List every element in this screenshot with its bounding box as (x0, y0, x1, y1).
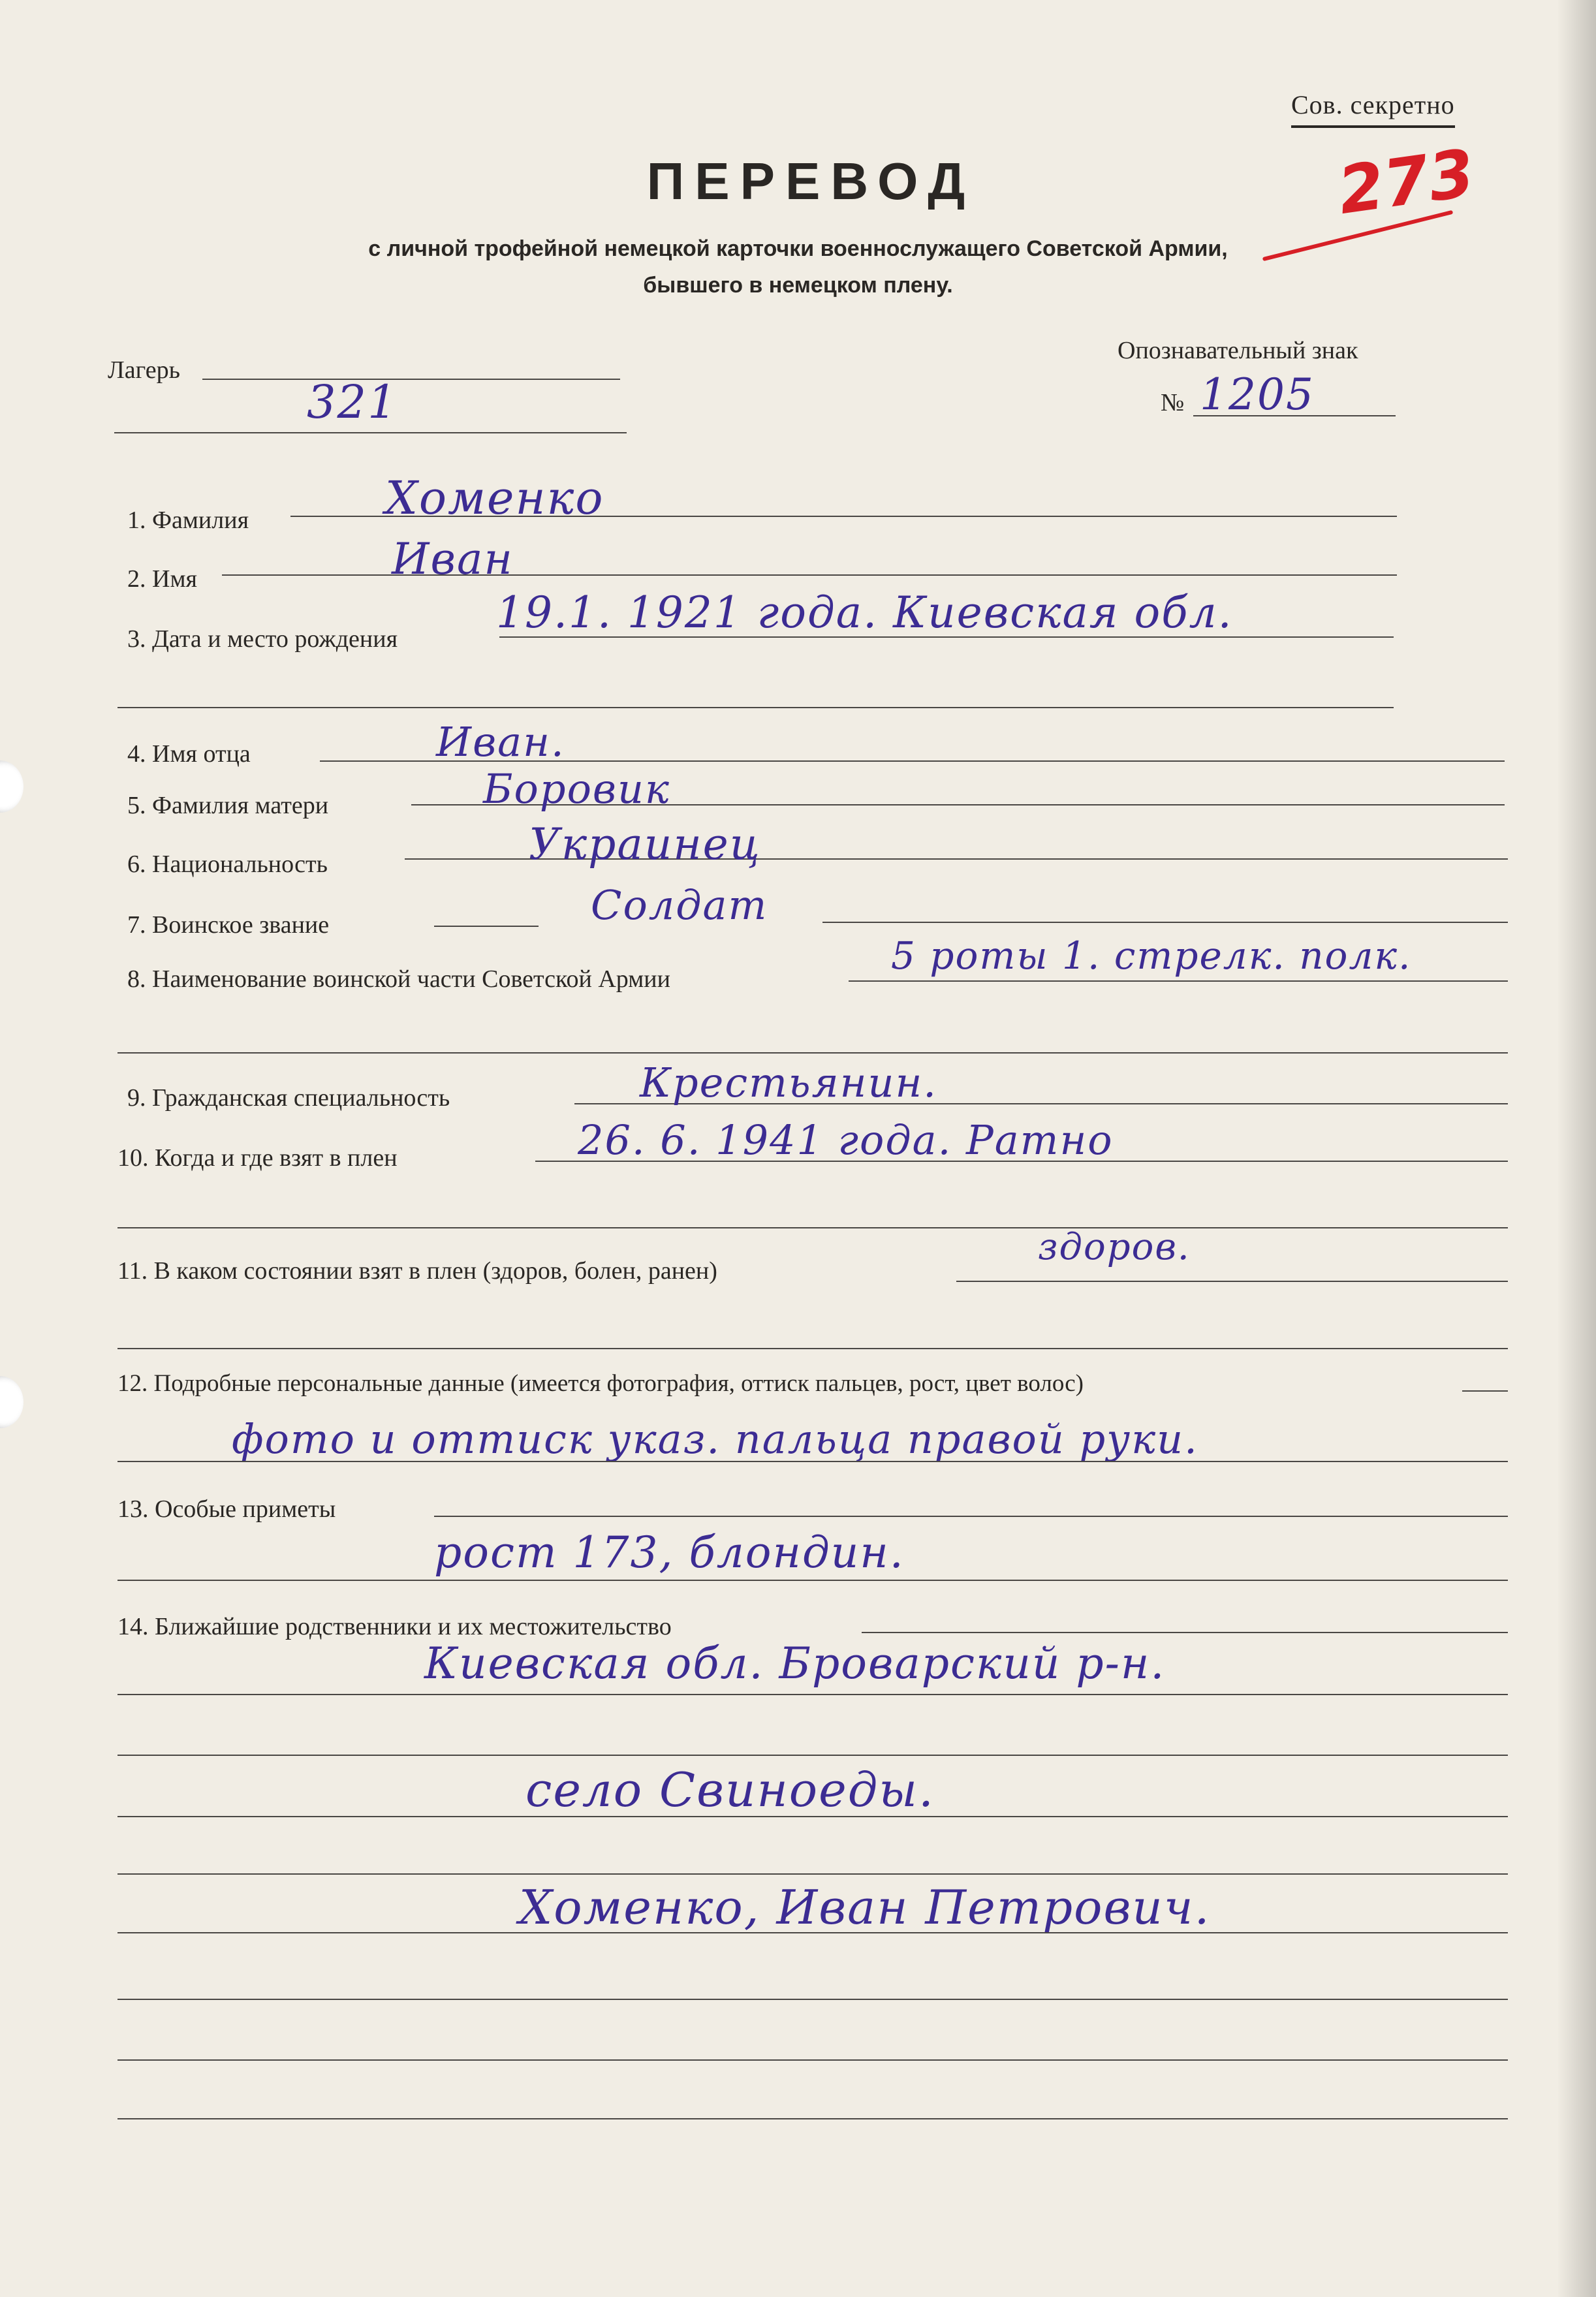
field-8-continuation-rule (117, 1052, 1508, 1054)
field-13-rule (434, 1516, 1508, 1517)
field-14-value-line-2: село Свиноеды. (525, 1762, 935, 1817)
field-14-rule-6 (117, 1999, 1508, 2000)
field-11-value: здоров. (1038, 1226, 1191, 1268)
id-mark-label: Опознавательный знак (1118, 337, 1358, 364)
field-4-label: 4. Имя отца (127, 740, 251, 768)
field-1-value: Хоменко (385, 471, 604, 525)
field-10-value: 26. 6. 1941 года. Ратно (578, 1116, 1114, 1164)
field-5-value: Боровик (483, 765, 670, 813)
page-edge-shadow (1557, 0, 1596, 2297)
field-13-continuation-rule (117, 1580, 1508, 1581)
id-number-rule (1193, 415, 1396, 416)
field-3-value: 19.1. 1921 года. Киевская обл. (496, 587, 1233, 638)
field-13-value: рост 173, блондин. (434, 1527, 905, 1578)
field-11-rule (956, 1281, 1508, 1282)
field-3-label: 3. Дата и место рождения (127, 625, 398, 653)
field-14-rule-7 (117, 2059, 1508, 2061)
field-2-value: Иван (392, 534, 514, 584)
field-12-rule (1462, 1390, 1508, 1392)
field-6-label: 6. Национальность (127, 851, 328, 878)
field-14-rule-5 (117, 1932, 1508, 1933)
field-14-rule-4 (117, 1873, 1508, 1875)
field-10-label: 10. Когда и где взят в плен (117, 1144, 398, 1172)
field-4-value: Иван. (436, 718, 565, 766)
field-14-rule-8 (117, 2118, 1508, 2119)
subtitle-line-2: бывшего в немецком плену. (643, 273, 953, 298)
camp-rule-2 (114, 432, 627, 433)
punch-hole-lower (0, 1376, 23, 1428)
field-7-value: Солдат (591, 881, 768, 929)
field-1-label: 1. Фамилия (127, 507, 249, 534)
field-8-value: 5 роты 1. стрелк. полк. (891, 933, 1412, 978)
field-3-continuation-rule (117, 707, 1394, 708)
field-7-rule-right (822, 922, 1508, 923)
field-14-rule (862, 1632, 1508, 1633)
field-2-label: 2. Имя (127, 565, 197, 593)
classification-mark: Сов. секретно (1291, 89, 1455, 128)
field-14-value-line-3: Хоменко, Иван Петрович. (519, 1880, 1211, 1935)
field-11-label: 11. В каком состоянии взят в плен (здоров, болен, ранен) (117, 1257, 717, 1285)
id-number-value: 1205 (1200, 369, 1315, 420)
field-7-label: 7. Воинское звание (127, 911, 330, 939)
camp-label: Лагерь (108, 356, 180, 384)
field-12-continuation-rule (117, 1461, 1508, 1462)
camp-rule-1 (202, 379, 620, 380)
camp-value: 321 (307, 375, 398, 429)
field-9-value: Крестьянин. (640, 1059, 937, 1106)
archive-number-annotation: 273 (1333, 134, 1479, 229)
punch-hole-upper (0, 760, 23, 813)
field-6-value: Украинец (529, 819, 761, 869)
field-12-label: 12. Подробные персональные данные (имеется фотография, оттиск пальцев, рост, цвет волос) (117, 1370, 1084, 1397)
field-14-rule-2 (117, 1755, 1508, 1756)
field-10-continuation-rule (117, 1227, 1508, 1228)
field-7-rule-left (434, 926, 539, 927)
field-13-label: 13. Особые приметы (117, 1495, 336, 1523)
field-14-rule-3 (117, 1816, 1508, 1817)
field-8-label: 8. Наименование воинской части Советской Армии (127, 965, 670, 993)
document-title: ПЕРЕВОД (646, 152, 976, 210)
field-14-value-line-1: Киевская обл. Броварский р-н. (424, 1638, 1166, 1689)
field-14-label: 14. Ближайшие родственники и их местожительство (117, 1613, 672, 1640)
subtitle-line-1: с личной трофейной немецкой карточки военнослужащего Советской Армии, (368, 236, 1228, 261)
id-number-prefix: № (1161, 389, 1185, 416)
field-8-rule (849, 980, 1508, 982)
field-5-label: 5. Фамилия матери (127, 792, 329, 819)
field-12-value: фото и оттиск указ. пальца правой руки. (232, 1415, 1198, 1463)
field-14-rule-1 (117, 1694, 1508, 1695)
field-9-label: 9. Гражданская специальность (127, 1084, 450, 1112)
field-11-continuation-rule (117, 1348, 1508, 1349)
